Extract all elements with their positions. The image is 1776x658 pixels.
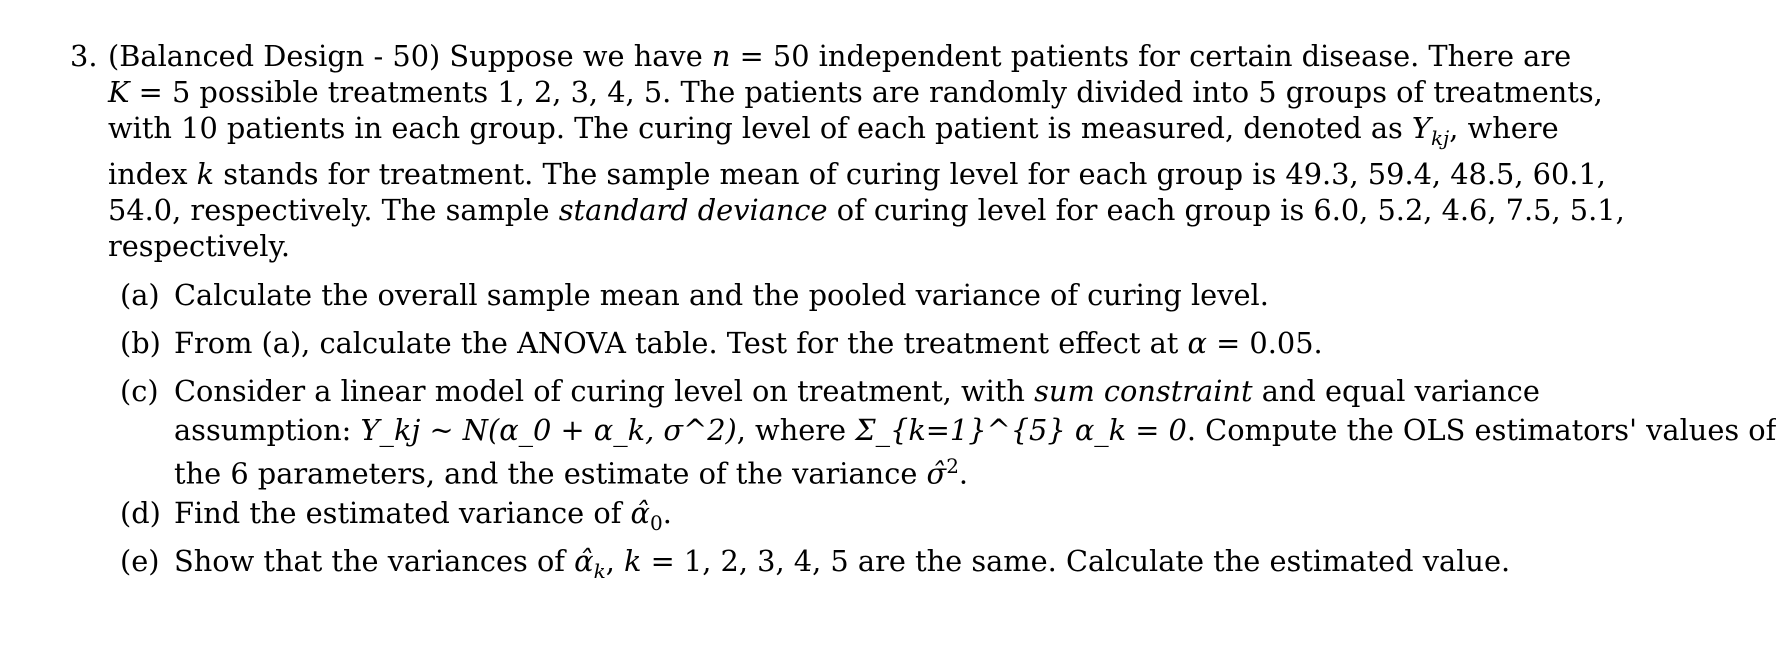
part-c-text-2b: , where bbox=[736, 413, 856, 447]
problem-text-4a: index bbox=[108, 156, 197, 191]
sup-2: 2 bbox=[946, 454, 959, 478]
problem-line-1 bbox=[70, 38, 1572, 74]
emphasis-sum-constraint: sum constraint bbox=[1034, 374, 1253, 408]
var-alpha-hat-k: α̂ bbox=[574, 544, 594, 578]
part-b-text-b: = 0.05. bbox=[1206, 326, 1323, 360]
problem-text-6: respectively. bbox=[108, 228, 291, 263]
model-formula: Y_kj ~ N(α_0 + α_k, σ^2) bbox=[360, 413, 737, 447]
part-e-text-a: Show that the variances of bbox=[174, 544, 575, 578]
part-d-text-b: . bbox=[662, 496, 672, 530]
part-e-text-mid: , bbox=[605, 544, 625, 578]
part-text-e bbox=[174, 543, 1511, 589]
sub-k: k bbox=[593, 558, 606, 583]
part-c-line-3 bbox=[174, 448, 1438, 492]
problem-line-4 bbox=[70, 156, 1606, 192]
problem-line-3 bbox=[70, 110, 1559, 156]
problem-line-5 bbox=[70, 192, 1625, 228]
part-e-text-b: = 1, 2, 3, 4, 5 are the same. Calculate the estimated value. bbox=[641, 544, 1511, 578]
part-c-line-1 bbox=[174, 373, 1540, 409]
part-c-text-2a: assumption: bbox=[174, 413, 361, 447]
sum-constraint-formula: Σ_{k=1}^{5} α_k = 0 bbox=[855, 413, 1187, 447]
problem-text-3a: with 10 patients in each group. The curing level of each patient is measured, denoted as bbox=[108, 111, 1412, 145]
part-label-b: (b) bbox=[120, 326, 161, 360]
var-k-index: k bbox=[624, 544, 642, 578]
part-label-d: (d) bbox=[120, 496, 161, 530]
sub-0: 0 bbox=[649, 510, 663, 535]
var-sigma-hat: σ̂ bbox=[926, 456, 947, 491]
part-c-text-1b: and equal variance bbox=[1252, 374, 1540, 408]
var-alpha-hat: α̂ bbox=[630, 496, 650, 530]
problem-text-5b: of curing level for each group is 6.0, 5.2, 4.6, 7.5, 5.1, bbox=[827, 192, 1625, 227]
var-alpha: α bbox=[1187, 326, 1207, 360]
part-text-b bbox=[174, 325, 1438, 361]
problem-text-1b: = 50 independent patients for certain disease. There are bbox=[730, 39, 1572, 73]
part-label-c: (c) bbox=[120, 374, 159, 408]
part-label-a: (a) bbox=[120, 278, 160, 312]
part-b-text-a: From (a), calculate the ANOVA table. Test for the treatment effect at bbox=[174, 326, 1188, 360]
problem-line-6 bbox=[70, 228, 1438, 264]
var-Y: Y bbox=[1411, 111, 1431, 145]
part-label-e: (e) bbox=[120, 544, 160, 578]
emphasis-standard-deviance: standard deviance bbox=[558, 192, 828, 227]
part-c-text-2c: . Compute the OLS estimators' values of bbox=[1186, 413, 1776, 447]
sub-kj: kj bbox=[1430, 125, 1450, 150]
part-c-line-2 bbox=[174, 412, 1776, 448]
problem-text-3b: , where bbox=[1449, 111, 1559, 145]
part-c-text-1a: Consider a linear model of curing level on treatment, with bbox=[174, 374, 1035, 408]
part-c-text-3a: the 6 parameters, and the estimate of the variance bbox=[174, 456, 927, 491]
var-k: k bbox=[196, 156, 215, 191]
part-text-a: Calculate the overall sample mean and the pooled variance of curing level. bbox=[174, 278, 1269, 312]
problem-text-2b: = 5 possible treatments 1, 2, 3, 4, 5. The patients are randomly divided into 5 groups of treatments, bbox=[129, 75, 1603, 109]
part-d-text-a: Find the estimated variance of bbox=[174, 496, 631, 530]
var-K: K bbox=[108, 75, 130, 109]
problem-line-2 bbox=[70, 74, 1603, 110]
part-c-text-3b: . bbox=[958, 456, 969, 491]
problem-text-4b: stands for treatment. The sample mean of curing level for each group is 49.3, 59.4, 48.5, 60.1, bbox=[214, 156, 1606, 191]
problem-3 bbox=[70, 38, 1625, 264]
problem-text-1a: (Balanced Design - 50) Suppose we have bbox=[108, 39, 712, 73]
problem-number: 3. bbox=[70, 39, 98, 73]
problem-text-5a: 54.0, respectively. The sample bbox=[108, 192, 559, 227]
var-n: n bbox=[711, 39, 731, 73]
part-text-d bbox=[174, 495, 1438, 541]
